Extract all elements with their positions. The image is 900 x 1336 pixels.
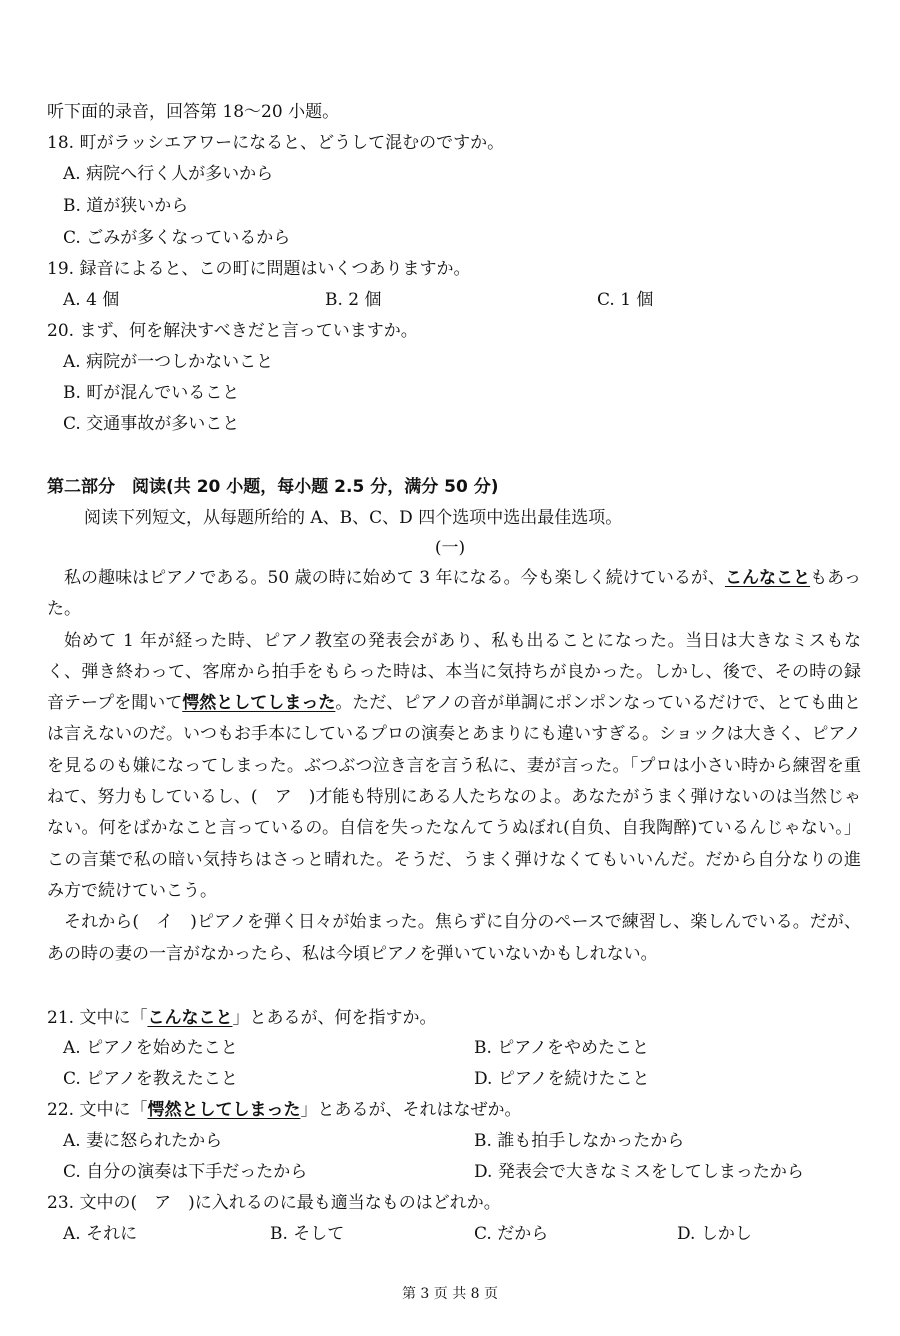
question-19-stem: 19. 録音によると、この町に問題はいくつありますか。 [47,259,471,279]
q21-stem-post: 」とあるが、何を指すか。 [232,1008,437,1028]
question-19-option-b: B. 2 個 [325,290,382,310]
passage-paragraph-3 [47,907,861,970]
question-22-option-a: A. 妻に怒られたから [63,1131,223,1151]
question-21-stem [47,1007,436,1029]
question-22-option-d: D. 発表会で大きなミスをしてしまったから [474,1162,804,1182]
question-18-option-a: A. 病院へ行く人が多いから [63,164,274,184]
question-20-option-b: B. 町が混んでいること [63,383,240,403]
p2-text-a: 始めて 1 年が経った時、ピアノ教室の発表会があり、私も出ることになった。当日は大きなミスもなく、弾き終わって、客席から拍手をもらった時は、本当に気持ちが良かった。しかし、後で、その時の録音テープを聞いて [47,630,861,714]
q22-underlined-phrase: 愕然としてしまった [147,1100,301,1120]
listening-instruction: 听下面的录音，回答第 18～20 小题。 [47,102,340,122]
question-21-option-d: D. ピアノを続けたこと [474,1069,650,1089]
question-20-option-a: A. 病院が一つしかないこと [63,352,274,372]
question-23-stem: 23. 文中の( ア )に入れるのに最も適当なものはどれか。 [47,1193,501,1213]
p1-text-b: もあった。 [47,568,861,620]
p3-text: それから( イ )ピアノを弾く日々が始まった。焦らずに自分のペースで練習し、楽しんでいる。だが、あの時の妻の一言がなかったら、私は今頃ピアノを弾いていないかもしれない。 [47,912,861,964]
question-19-option-c: C. 1 個 [597,290,654,310]
question-22-stem [47,1099,521,1121]
question-18-option-b: B. 道が狭いから [63,196,189,216]
reading-instruction: 阅读下列短文，从每题所给的 A、B、C、D 四个选项中选出最佳选项。 [84,508,623,528]
passage-paragraph-2 [47,626,861,908]
question-19-option-a: A. 4 個 [63,290,120,310]
p2-underlined-phrase: 愕然としてしまった [182,693,336,714]
question-23-option-b: B. そして [270,1224,345,1244]
p2-text-b: 。ただ、ピアノの音が単調にポンポンなっているだけで、とても曲とは言えないのだ。いつもお手本にしているプロの演奏とあまりにも違いすぎる。ショックは大きく、ピアノを見るのも嫌になってしまった。ぶつぶつ泣き言を言う私に、妻が言った。「プロは小さい時から練習を重ねて、努力もしているし、( ア )才能も特別にある人たちなのよ。あなたがうまく弾けないのは当然じゃない。何をばかなこと言っているの。自信を失ったなんてうぬぼれ(自负、自我陶醉)ているんじゃない。」この言葉で私の暗い気持ちはさっと晴れた。そうだ、うまく弾けなくてもいいんだ。だから自分なりの進み方で続けていこう。 [47,693,861,901]
p1-underlined-phrase: こんなこと [724,568,811,588]
question-21-option-c: C. ピアノを教えたこと [63,1069,238,1089]
question-22-option-c: C. 自分の演奏は下手だったから [63,1162,308,1182]
passage-body [47,563,861,970]
passage-paragraph-1 [47,563,861,626]
question-21-option-b: B. ピアノをやめたこと [474,1038,649,1058]
question-21-option-a: A. ピアノを始めたこと [63,1038,238,1058]
passage-number: (一) [434,538,466,558]
question-23-option-d: D. しかし [677,1224,752,1244]
q21-underlined-phrase: こんなこと [147,1008,233,1028]
question-18-option-c: C. ごみが多くなっているから [63,228,291,248]
q22-stem-post: 」とあるが、それはなぜか。 [300,1100,522,1120]
q22-stem-pre: 22. 文中に「 [47,1100,148,1120]
question-23-option-c: C. だから [474,1224,549,1244]
p1-text-a: 私の趣味はピアノである。50 歳の時に始めて 3 年になる。今も楽しく続けているが、 [64,568,725,588]
question-20-option-c: C. 交通事故が多いこと [63,414,240,434]
page-footer: 第 3 页 共 8 页 [401,1286,499,1302]
reading-section-title: 第二部分 阅读(共 20 小题，每小题 2.5 分，满分 50 分) [47,477,499,497]
q21-stem-pre: 21. 文中に「 [47,1008,148,1028]
question-22-option-b: B. 誰も拍手しなかったから [474,1131,685,1151]
question-20-stem: 20. まず、何を解決すべきだと言っていますか。 [47,321,418,341]
question-23-option-a: A. それに [63,1224,138,1244]
question-18-stem: 18. 町がラッシエアワーになると、どうして混むのですか。 [47,133,505,153]
